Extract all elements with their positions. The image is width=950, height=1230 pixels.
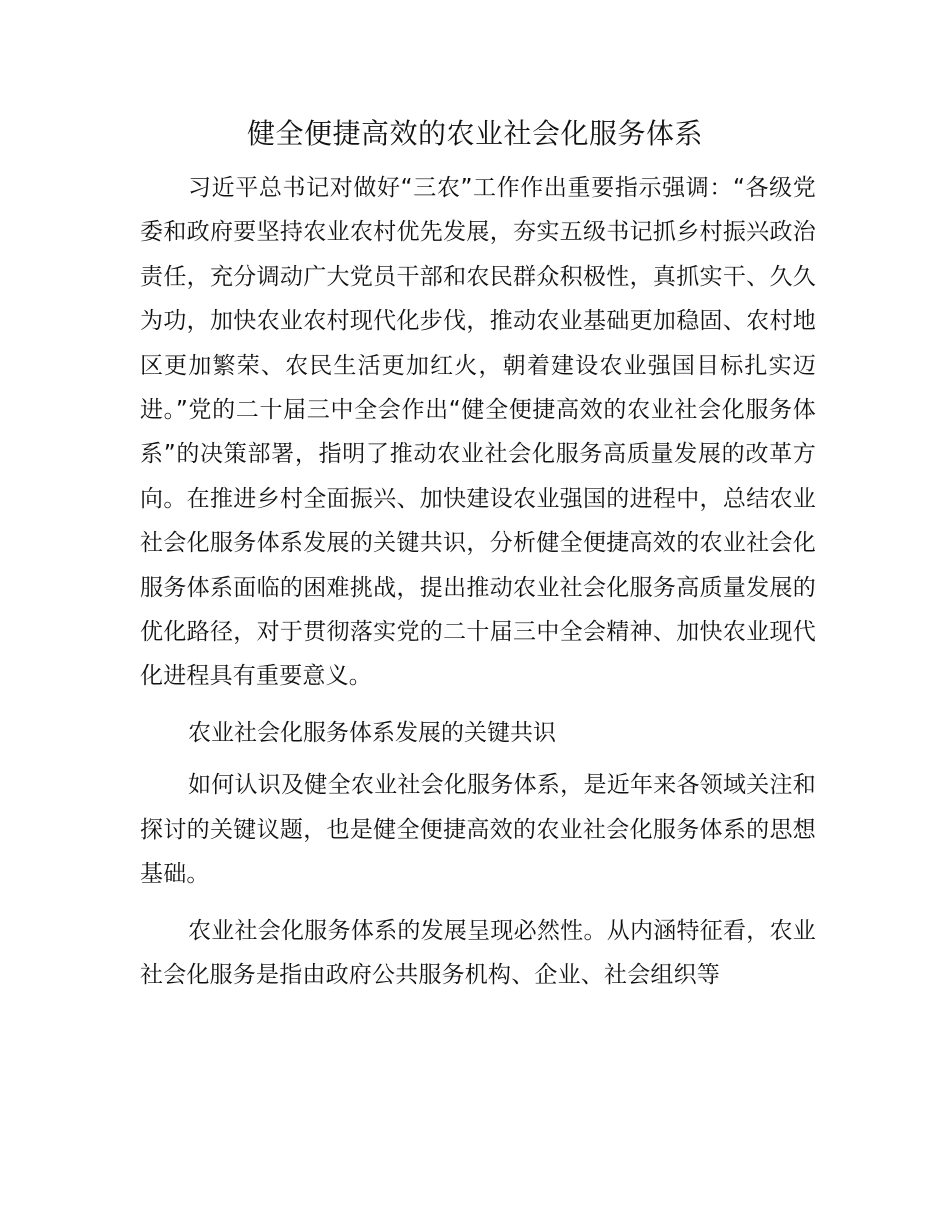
paragraph: 农业社会化服务体系的发展呈现必然性。从内涵特征看，农业社会化服务是指由政府公共服务机构、企业、社会组织等 (140, 917, 816, 988)
section-heading: 农业社会化服务体系发展的关键共识 (188, 719, 556, 746)
paragraph: 如何认识及健全农业社会化服务体系，是近年来各领域关注和探讨的关键议题，也是健全便捷高效的农业社会化服务体系的思想基础。 (140, 772, 816, 888)
paragraph-intro: 习近平总书记对做好“三农”工作作出重要指示强调：“各级党委和政府要坚持农业农村优先发展，夯实五级书记抓乡村振兴政治责任，充分调动广大党员干部和农民群众积极性，真抓实干、久久为功，加快农业农村现代化步伐，推动农业基础更加稳固、农村地区更加繁荣、农民生活更加红火，朝着建设农业强国目标扎实迈进。”党的二十届三中全会作出“健全便捷高效的农业社会化服务体系”的决策部署，指明了推动农业社会化服务高质量发展的改革方向。在推进乡村全面振兴、加快建设农业强国的进程中，总结农业社会化服务体系发展的关键共识，分析健全便捷高效的农业社会化服务体系面临的困难挑战，提出推动农业社会化服务高质量发展的优化路径，对于贯彻落实党的二十届三中全会精神、加快农业现代化进程具有重要意义。 (140, 175, 816, 690)
document-body (140, 166, 816, 1009)
document-title: 健全便捷高效的农业社会化服务体系 (246, 117, 703, 150)
